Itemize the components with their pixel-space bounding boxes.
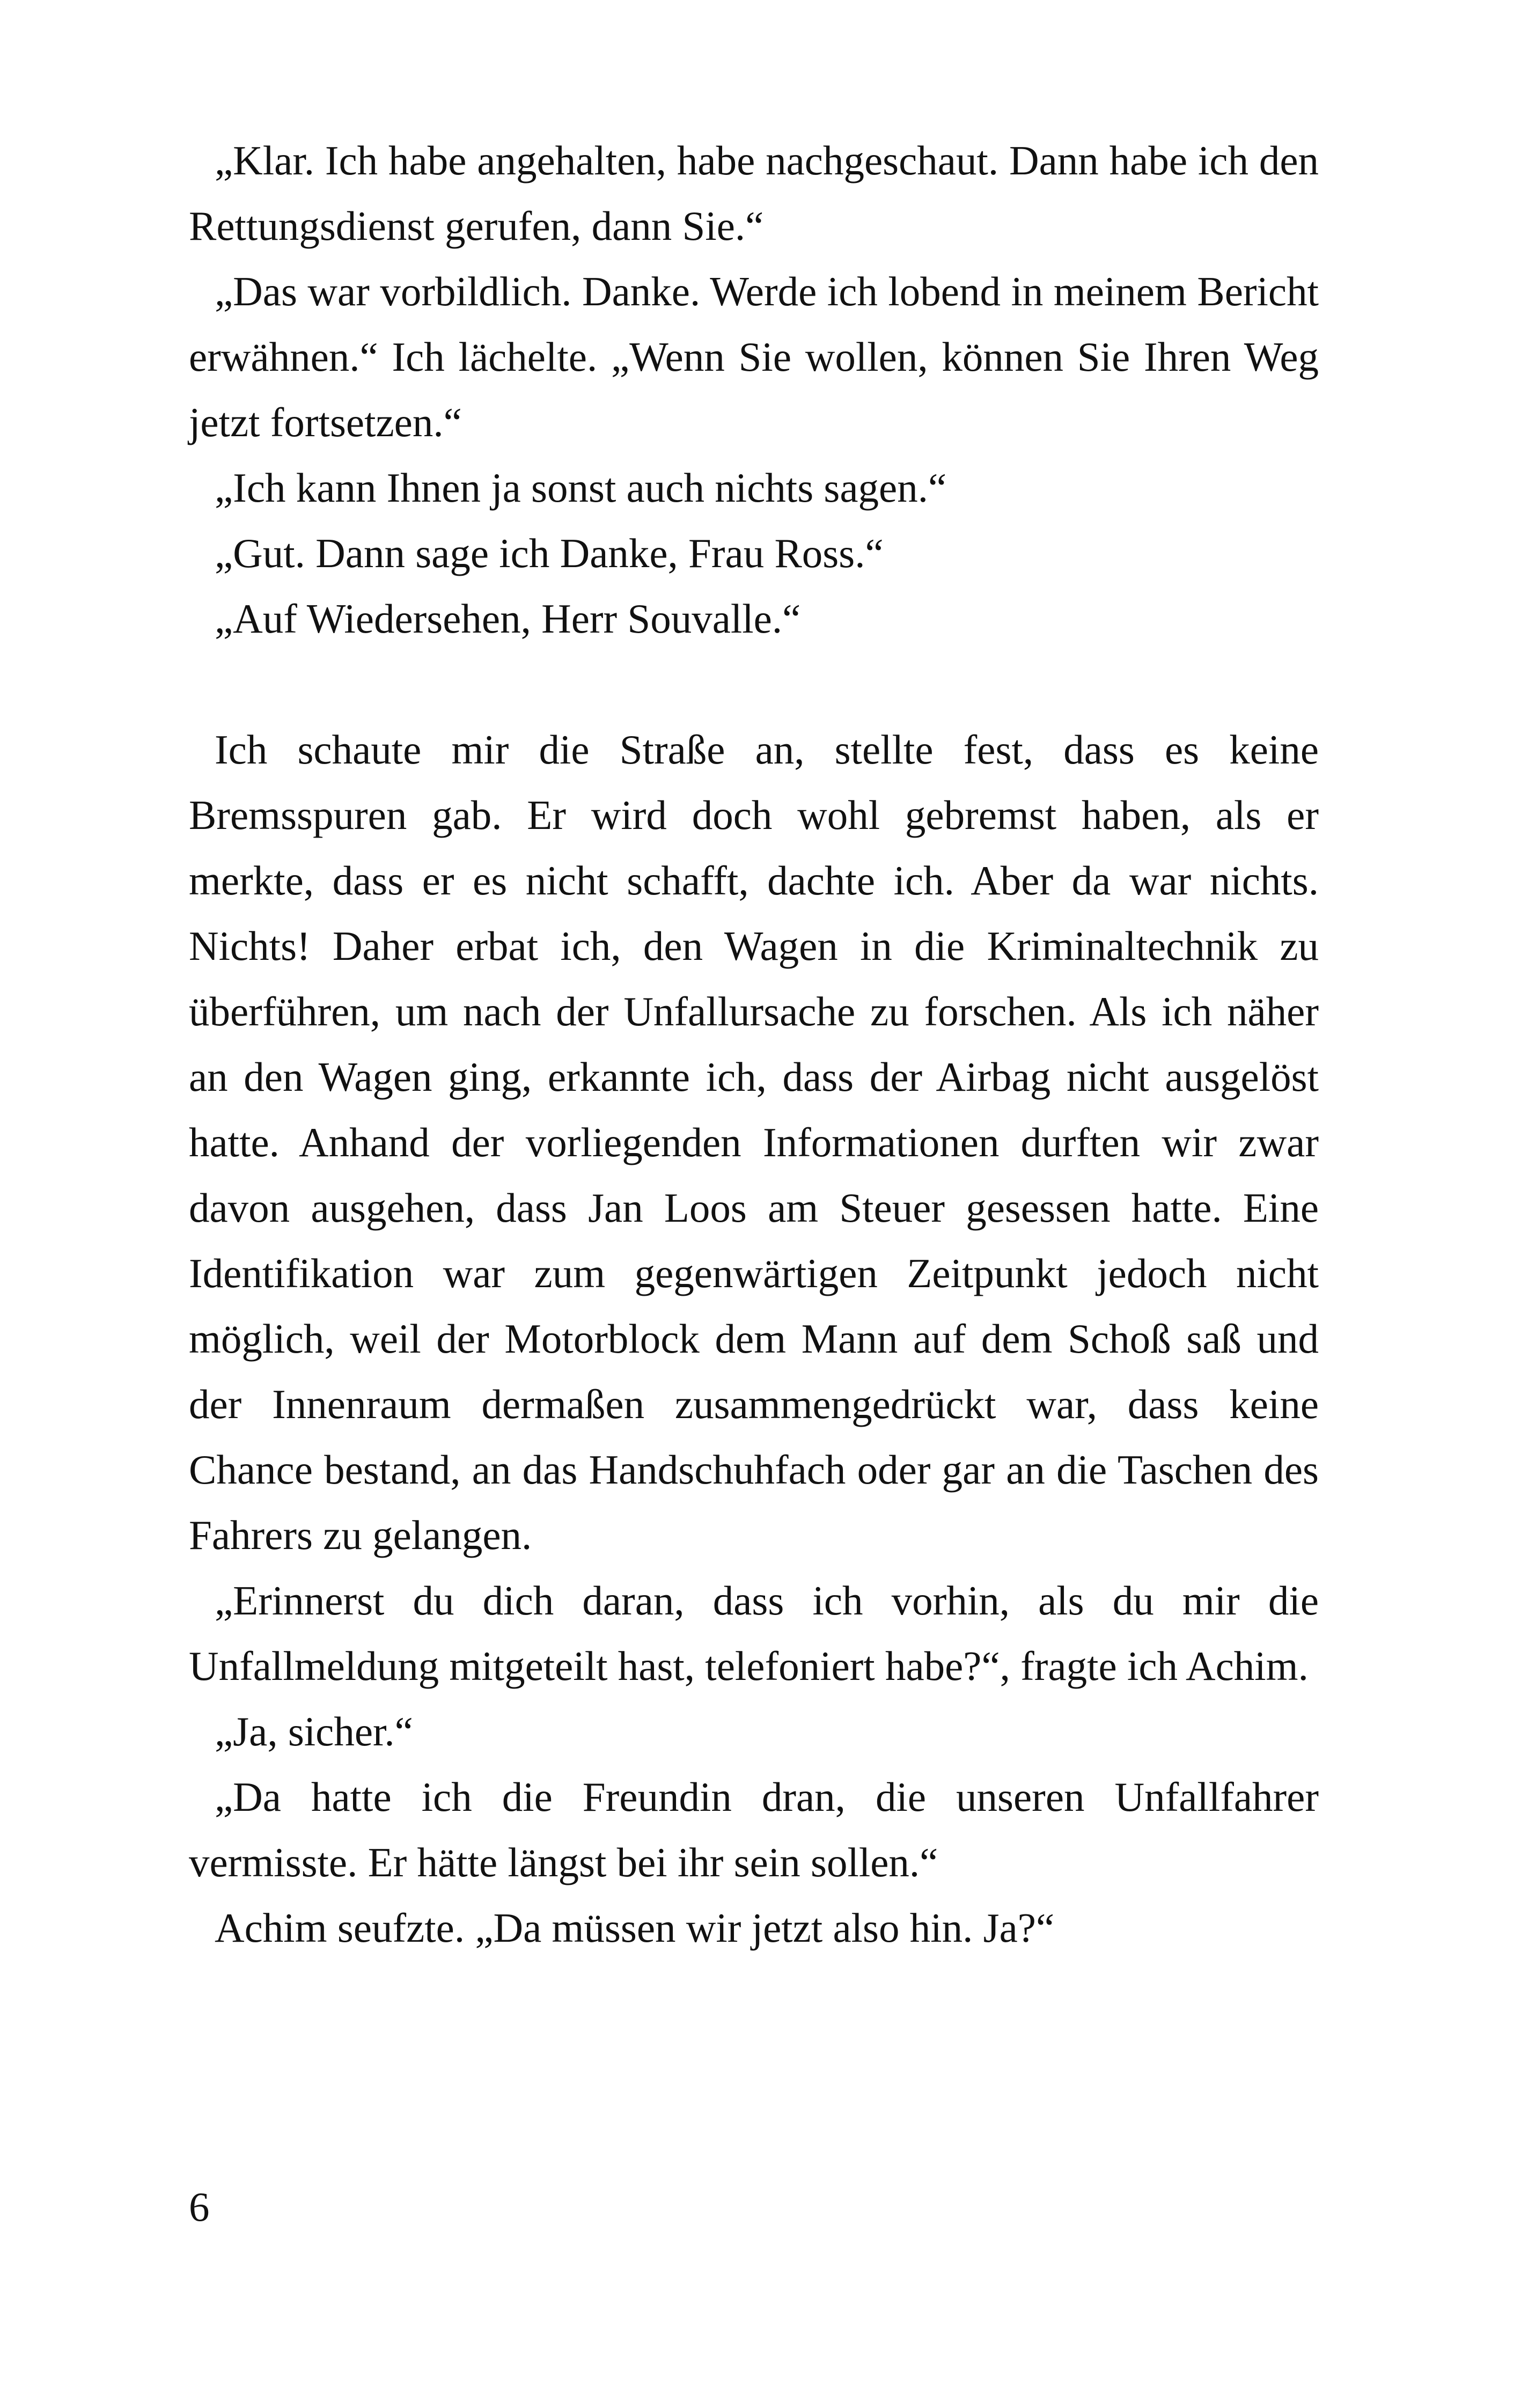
dialogue-paragraph: „Das war vorbildlich. Danke. Werde ich lobend in meinem Bericht erwähnen.“ Ich lächelte. „Wenn Sie wollen, können Sie Ihren Weg jetzt fortsetzen.“ [189, 268, 1319, 445]
dialogue-paragraph: „Ja, sicher.“ [215, 1708, 413, 1754]
dialogue-paragraph: „Auf Wiedersehen, Herr Souvalle.“ [215, 596, 801, 642]
dialogue-paragraph: „Da hatte ich die Freundin dran, die unseren Unfallfahrer vermisste. Er hätte längst bei ihr sein sollen.“ [189, 1774, 1319, 1885]
dialogue-paragraph: „Erinnerst du dich daran, dass ich vorhin, als du mir die Unfallmeldung mitgeteilt hast, telefoniert habe?“, fragte ich Achim. [189, 1577, 1319, 1689]
dialogue-paragraph: Achim seufzte. „Da müssen wir jetzt also hin. Ja?“ [215, 1905, 1055, 1951]
page-number: 6 [189, 2184, 210, 2230]
narrative-paragraph: Ich schaute mir die Straße an, stellte fest, dass es keine Bremsspuren gab. Er wird doch wohl gebremst haben, als er merkte, dass er es nicht schafft, dachte ich. Aber da war nichts. Nichts! Daher erbat ich, den Wagen in die Kriminaltechnik zu überführen, um nach der Unfallursache zu forschen. Als ich näher an den Wagen ging, erkannte ich, dass der Airbag nicht ausgelöst hatte. Anhand der vorliegenden Informationen durften wir zwar davon ausgehen, dass Jan Loos am Steuer gesessen hatte. Eine Identifikation war zum gegenwärtigen Zeitpunkt jedoch nicht möglich, weil der Motorblock dem Mann auf dem Schoß saß und der Innenraum dermaßen zusammengedrückt war, dass keine Chance bestand, an das Handschuhfach oder gar an die Taschen des Fahrers zu gelangen. [189, 726, 1319, 1558]
book-page [189, 128, 1319, 1961]
section-break [189, 651, 1319, 717]
dialogue-paragraph: „Ich kann Ihnen ja sonst auch nichts sagen.“ [215, 465, 947, 511]
dialogue-paragraph: „Gut. Dann sage ich Danke, Frau Ross.“ [215, 530, 884, 576]
dialogue-paragraph: „Klar. Ich habe angehalten, habe nachgeschaut. Dann habe ich den Rettungsdienst gerufen, dann Sie.“ [189, 137, 1319, 249]
